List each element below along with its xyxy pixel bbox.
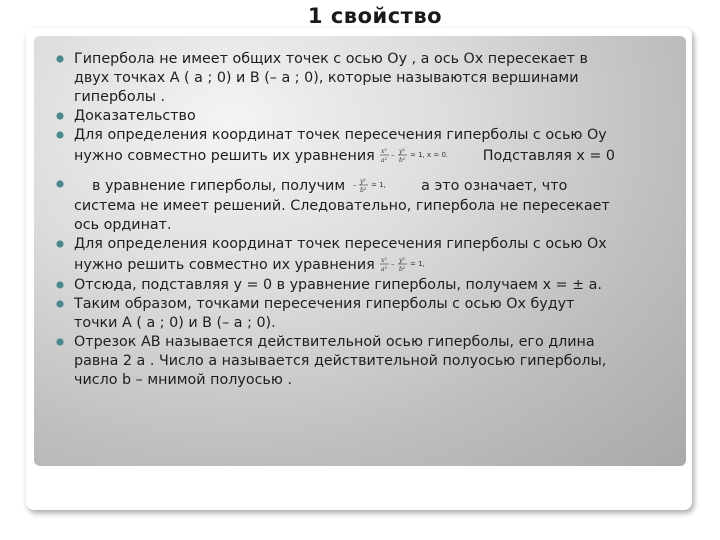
bullet-icon [56, 281, 64, 289]
svg-text:= 1,: = 1, [371, 181, 386, 189]
bullet-icon [56, 338, 64, 346]
svg-text:–: – [390, 151, 395, 159]
bullet-icon [56, 112, 64, 120]
svg-text:a²: a² [380, 157, 387, 164]
text-line: ось ординат. [74, 217, 172, 233]
text-line: Отрезок АВ называется действительной осью гиперболы, его длина [74, 334, 595, 350]
slide-title: 1 свойство [307, 4, 443, 28]
svg-text:y²: y² [398, 148, 405, 155]
text-line: число b – мнимой полуосью . [74, 372, 292, 388]
svg-text:–: – [390, 260, 395, 268]
text-line: двух точках А ( а ; 0) и В (– а ; 0), которые называются вершинами [74, 70, 579, 86]
bullet-list [56, 50, 682, 390]
list-item [56, 126, 682, 167]
svg-text:b²: b² [398, 157, 405, 164]
text-line: гиперболы . [74, 89, 166, 105]
text-line [74, 175, 682, 197]
text-fragment: Подставляя х = 0 [482, 148, 615, 164]
text-line: Таким образом, точками пересечения гиперболы с осью Ох будут [74, 296, 575, 312]
svg-text:x²: x² [380, 257, 387, 264]
text-line: Отсюда, подставляя у = 0 в уравнение гиперболы, получаем х = ± а. [74, 277, 602, 293]
hyperbola-system-formula-image [379, 145, 471, 167]
bullet-icon [56, 55, 64, 63]
svg-text:b²: b² [398, 266, 405, 273]
svg-text:y²: y² [360, 178, 366, 185]
bullet-icon [56, 131, 64, 139]
text-line: точки А ( а ; 0) и В (– а ; 0). [74, 315, 276, 331]
text-line [74, 145, 682, 167]
bullet-icon [56, 300, 64, 308]
text-line: Гипербола не имеет общих точек с осью Оу , а ось Ох пересекает в [74, 51, 588, 67]
svg-text:a²: a² [380, 266, 387, 273]
text-line: Для определения координат точек пересечения гиперболы с осью Ох [74, 236, 607, 252]
svg-text:b²: b² [360, 187, 367, 194]
svg-text:y²: y² [398, 257, 405, 264]
text-fragment: в уравнение гиперболы, получим [92, 178, 346, 194]
ox-system-formula-image [379, 254, 439, 276]
bullet-icon [56, 240, 64, 248]
list-item [56, 333, 682, 390]
text-line: равна 2 а . Число а называется действительной полуосью гиперболы, [74, 353, 607, 369]
svg-text:= 1,: = 1, [409, 260, 425, 268]
list-item [56, 50, 682, 107]
text-fragment: нужно совместно решить их уравнения [74, 148, 375, 164]
text-line [74, 254, 682, 276]
list-item [56, 107, 682, 126]
bullet-icon [56, 180, 64, 188]
substitution-formula-image [349, 175, 409, 197]
text-fragment: нужно решить совместно их уравнения [74, 257, 375, 273]
list-item [56, 295, 682, 333]
text-line: Доказательство [74, 108, 196, 124]
svg-text:–: – [353, 181, 357, 189]
text-line: Для определения координат точек пересечения гиперболы с осью Оу [74, 127, 607, 143]
list-item [56, 175, 682, 235]
text-fragment: а это означает, что [421, 178, 568, 194]
list-item [56, 235, 682, 276]
svg-text:x²: x² [380, 148, 387, 155]
text-line: система не имеет решений. Следовательно, гипербола не пересекает [74, 198, 610, 214]
list-item [56, 276, 682, 295]
svg-text:= 1, x = 0.: = 1, x = 0. [409, 151, 448, 159]
